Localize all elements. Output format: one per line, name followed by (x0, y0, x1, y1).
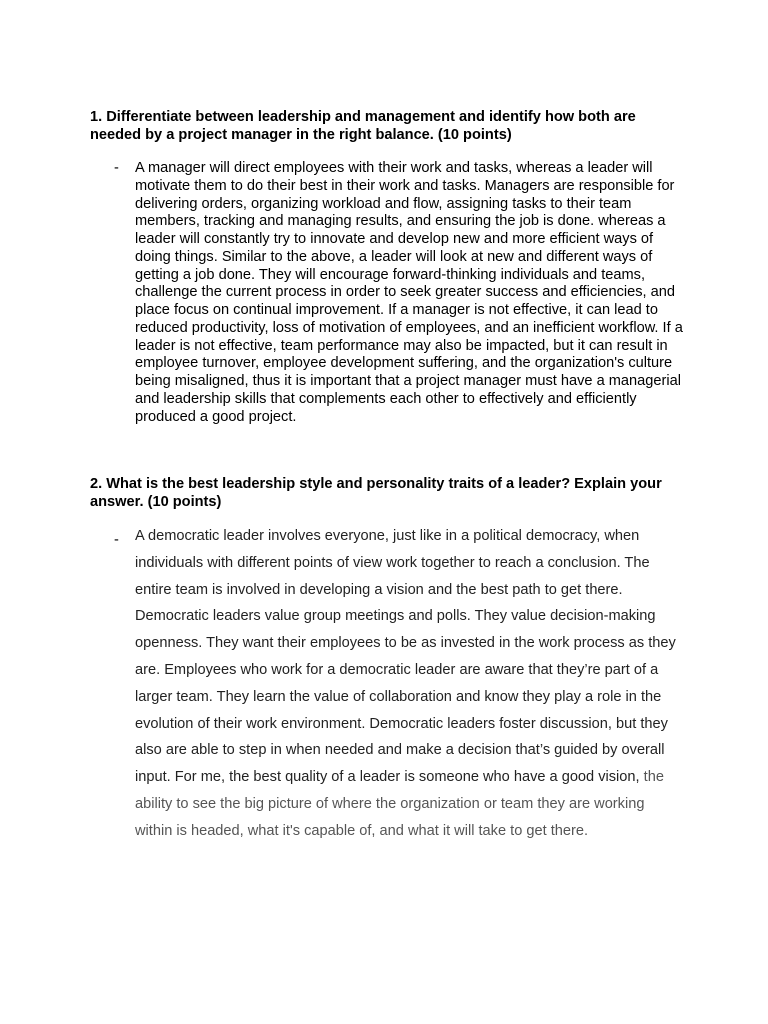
answer-2-muted-text: the ability to see the big picture of where the organization or team they are working within is headed, what it's capable of, and what it will take to get there. (135, 769, 664, 839)
answer-1-text: A manager will direct employees with their work and tasks, whereas a leader will motivate them to do their best in their work and tasks. Managers are responsible for delivering orders, organizing workload and flow, assigning tasks to their team members, tracking and managing results, and ensuring the job is done. whereas a leader will constantly try to innovate and develop new and more efficient ways of doing things. Similar to the above, a leader will look at new and different ways of getting a job done. They will encourage forward-thinking individuals and teams, challenge the current process in order to seek greater success and efficiencies, and place focus on continual improvement. If a manager is not effective, it can lead to reduced productivity, loss of motivation of employees, and an inefficient workflow. If a leader is not effective, team performance may also be impacted, but it can result in employee turnover, employee development suffering, and the organization's culture being misaligned, thus it is important that a project manager must have a managerial and leadership skills that complements each other to effectively and efficiently produced a good project. (135, 160, 683, 425)
question-2-heading: 2. What is the best leadership style and personality traits of a leader? Explain your answer. (10 points) (90, 476, 662, 510)
answer-2-main-text: A democratic leader involves everyone, just like in a political democracy, when individuals with different points of view work together to reach a conclusion. The entire team is involved in developing a vision and the best path to get there. Democratic leaders value group meetings and polls. They value decision-making openness. They want their employees to be as invested in the work process as they are. Employees who work for a democratic leader are aware that they’re part of a larger team. They learn the value of collaboration and know they play a role in the evolution of their work environment. Democratic leaders foster discussion, but they also are able to step in when needed and make a decision that’s guided by overall input. For me, the best quality of a leader is someone who have a good vision, (135, 528, 676, 786)
answer-2-text (135, 523, 683, 845)
answer-1-bullet: - (114, 160, 119, 176)
answer-2-bullet: - (114, 532, 119, 548)
question-1-heading: 1. Differentiate between leadership and management and identify how both are needed by a project manager in the right balance. (10 points) (90, 109, 636, 143)
